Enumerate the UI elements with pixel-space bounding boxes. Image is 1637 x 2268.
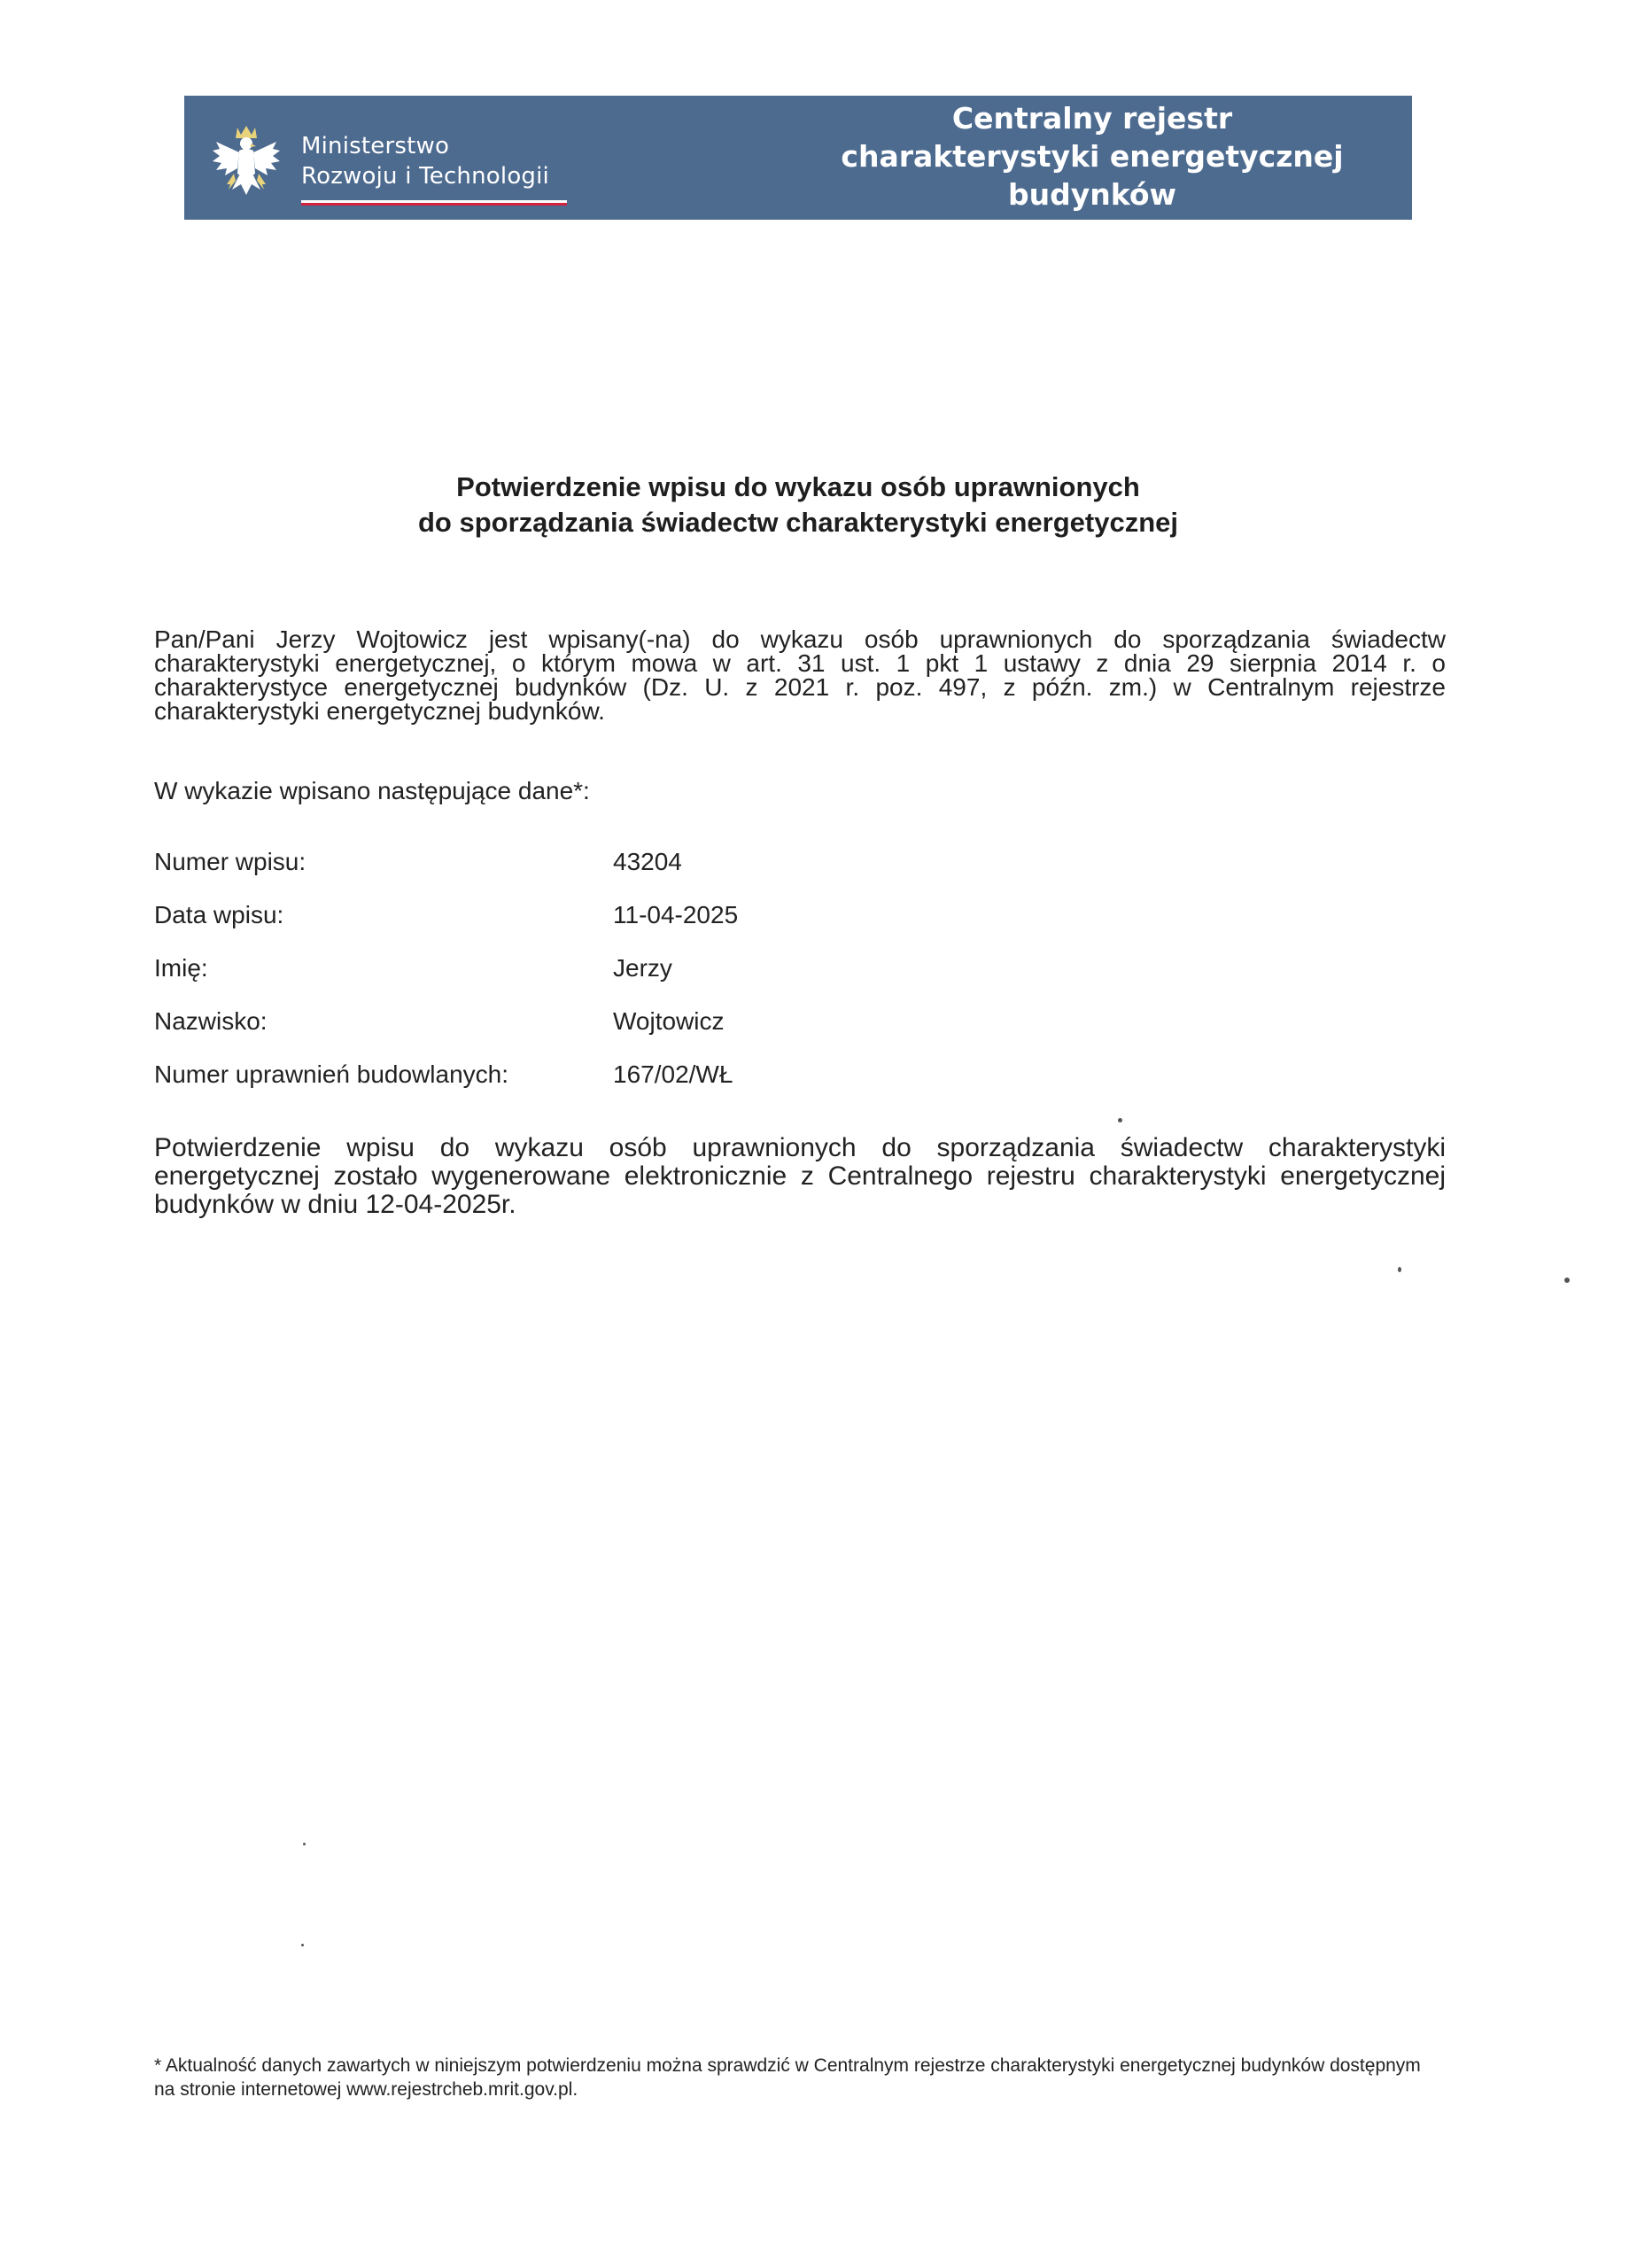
data-row-license-number: [154, 1060, 1217, 1113]
field-label: Imię:: [154, 954, 208, 982]
scan-speck: [1118, 1118, 1122, 1122]
ministry-name-line1: Ministerstwo: [301, 133, 450, 159]
registry-title: Centralny rejestr charakterystyki energetycznej budynków: [841, 101, 1344, 212]
field-value: Jerzy: [613, 954, 672, 982]
footnote: * Aktualność danych zawartych w niniejszym potwierdzeniu można sprawdzić w Centralnym rejestrze charakterystyki energetycznej budynków dostępnym na stronie internetowej www.rejestrcheb.mrit.gov.pl.: [154, 2055, 1421, 2100]
scan-speck: [303, 1843, 306, 1845]
confirmation-paragraph: Potwierdzenie wpisu do wykazu osób uprawnionych do sporządzania świadectw charakterystyki energetycznej zostało wygenerowane elektronicznie z Centralnego rejestru charakterystyki energetycznej budynków w dniu 12-04-2025r.: [154, 1133, 1446, 1219]
field-value: Wojtowicz: [613, 1007, 725, 1035]
data-row-first-name: [154, 953, 1217, 1006]
page-title-line1: Potwierdzenie wpisu do wykazu osób uprawnionych: [456, 471, 1140, 502]
scan-speck: [301, 1944, 304, 1946]
registration-data: [154, 847, 1217, 1113]
page-title: [184, 470, 1412, 540]
polish-eagle-icon: [209, 122, 283, 198]
ministry-logo: [197, 106, 728, 209]
field-label: Data wpisu:: [154, 901, 284, 928]
ministry-name: [301, 131, 549, 191]
scan-speck: [1564, 1278, 1570, 1283]
listed-data-heading: W wykazie wpisano następujące dane*:: [154, 777, 590, 804]
data-row-entry-date: [154, 900, 1217, 953]
data-row-last-name: [154, 1006, 1217, 1060]
field-label: Numer uprawnień budowlanych:: [154, 1060, 508, 1088]
page-title-line2: do sporządzania świadectw charakterystyki energetycznej: [417, 507, 1178, 538]
field-label: Nazwisko:: [154, 1007, 268, 1035]
flag-underline: [301, 200, 567, 206]
field-label: Numer wpisu:: [154, 848, 306, 875]
data-row-entry-number: [154, 847, 1217, 900]
scan-speck: [1398, 1267, 1401, 1272]
field-value: 43204: [613, 848, 682, 875]
ministry-name-line2: Rozwoju i Technologii: [301, 163, 549, 190]
intro-paragraph: Pan/Pani Jerzy Wojtowicz jest wpisany(-na) do wykazu osób uprawnionych do sporządzania świadectw charakterystyki energetycznej, o którym mowa w art. 31 ust. 1 pkt 1 ustawy z dnia 29 sierpnia 2014 r. o charakterystyce energetycznej budynków (Dz. U. z 2021 r. poz. 497, z późn. zm.) w Centralnym rejestrze charakterystyki energetycznej budynków.: [154, 625, 1446, 725]
field-value: 167/02/WŁ: [613, 1060, 733, 1088]
header-banner: [184, 96, 1412, 220]
field-value: 11-04-2025: [613, 901, 739, 928]
